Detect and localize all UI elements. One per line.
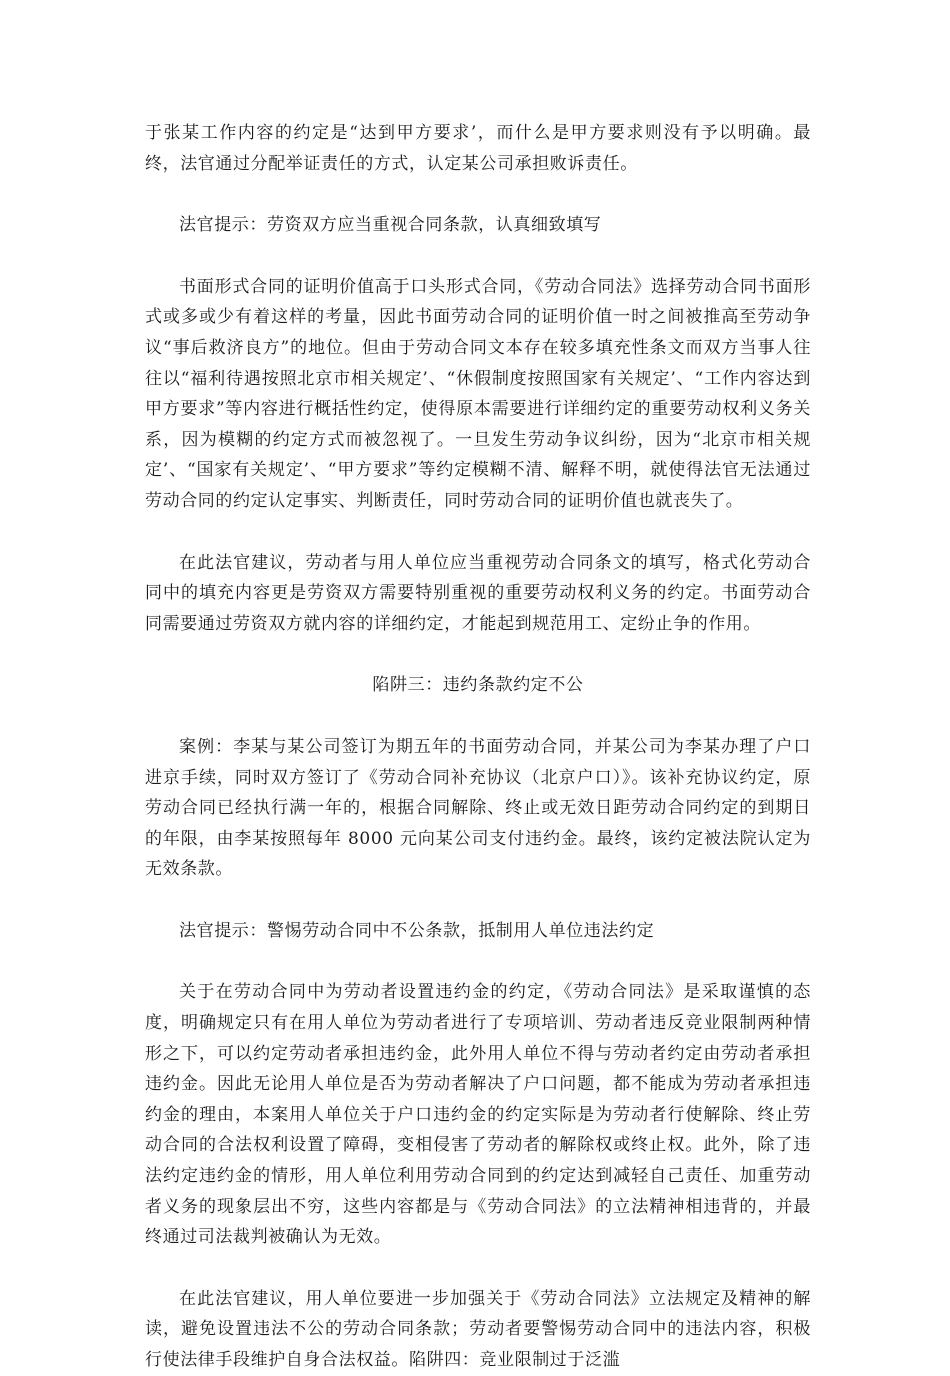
paragraph-written-contract-value: 书面形式合同的证明价值高于口头形式合同，《劳动合同法》选择劳动合同书面形式或多或少有着这样的考量，因此书面劳动合同的证明价值一时之间被推高至劳动争议“事后救济良方”的地位。但由于劳动合同文本存在较多填充性条文而双方当事人往往以“福利待遇按照北京市相关规定’、“休假制度按照国家有关规定’、“工作内容达到甲方要求”等内容进行概括性约定，使得原本需要进行详细约定的重要劳动权利义务关系，因为模糊的约定方式而被忽视了。一旦发生劳动争议纠纷，因为“北京市相关规定’、“国家有关规定’、“甲方要求”等约定模糊不清、解释不明，就使得法官无法通过劳动合同的约定认定事实、判断责任，同时劳动合同的证明价值也就丧失了。	[145, 276, 811, 511]
paragraph-continuation: 于张某工作内容的约定是“达到甲方要求’，而什么是甲方要求则没有予以明确。最终，法官通过分配举证责任的方式，认定某公司承担败诉责任。	[145, 123, 811, 174]
paragraph-case-li: 案例：李某与某公司签订为期五年的书面劳动合同，并某公司为李某办理了户口进京手续，同时双方签订了《劳动合同补充协议（北京户口）》。该补充协议约定，原劳动合同已经执行满一年的，根据合同解除、终止或无效日距劳动合同约定的到期日的年限，由李某按照每年 8000 元向某公司支付违约金。最终，该约定被法院认定为无效条款。	[145, 736, 811, 880]
paragraph-judge-advice-1: 在此法官建议，劳动者与用人单位应当重视劳动合同条文的填写，格式化劳动合同中的填充内容更是劳资双方需要特别重视的重要劳动权利义务的约定。书面劳动合同需要通过劳资双方就内容的详细约定，才能起到规范用工、定纷止争的作用。	[145, 552, 811, 634]
document-page	[145, 118, 811, 1376]
judge-tip-heading-1: 法官提示：劳资双方应当重视合同条款，认真细致填写	[179, 215, 602, 236]
paragraph-penalty-analysis: 关于在劳动合同中为劳动者设置违约金的约定，《劳动合同法》是采取谨慎的态度，明确规定只有在用人单位为劳动者进行了专项培训、劳动者违反竞业限制两种情形之下，可以约定劳动者承担违约金，此外用人单位不得与劳动者约定由劳动者承担违约金。因此无论用人单位是否为劳动者解决了户口问题，都不能成为劳动者承担违约金的理由，本案用人单位关于户口违约金的约定实际是为劳动者行使解除、终止劳动合同的合法权利设置了障碍，变相侵害了劳动者的解除权或终止权。此外，除了违法约定违约金的情形，用人单位利用劳动合同到的约定达到减轻自己责任、加重劳动者义务的现象层出不穷，这些内容都是与《劳动合同法》的立法精神相违背的，并最终通过司法裁判被确认为无效。	[145, 982, 811, 1248]
paragraph-judge-advice-2: 在此法官建议，用人单位要进一步加强关于《劳动合同法》立法规定及精神的解读，避免设置违法不公的劳动合同条款；劳动者要警惕劳动合同中的违法内容，积极行使法律手段维护自身合法权益。陷阱四：竞业限制过于泛滥	[145, 1288, 811, 1370]
judge-tip-heading-2: 法官提示：警惕劳动合同中不公条款，抵制用人单位违法约定	[179, 920, 655, 941]
section-heading-trap-3: 陷阱三：违约条款约定不公	[372, 675, 584, 696]
